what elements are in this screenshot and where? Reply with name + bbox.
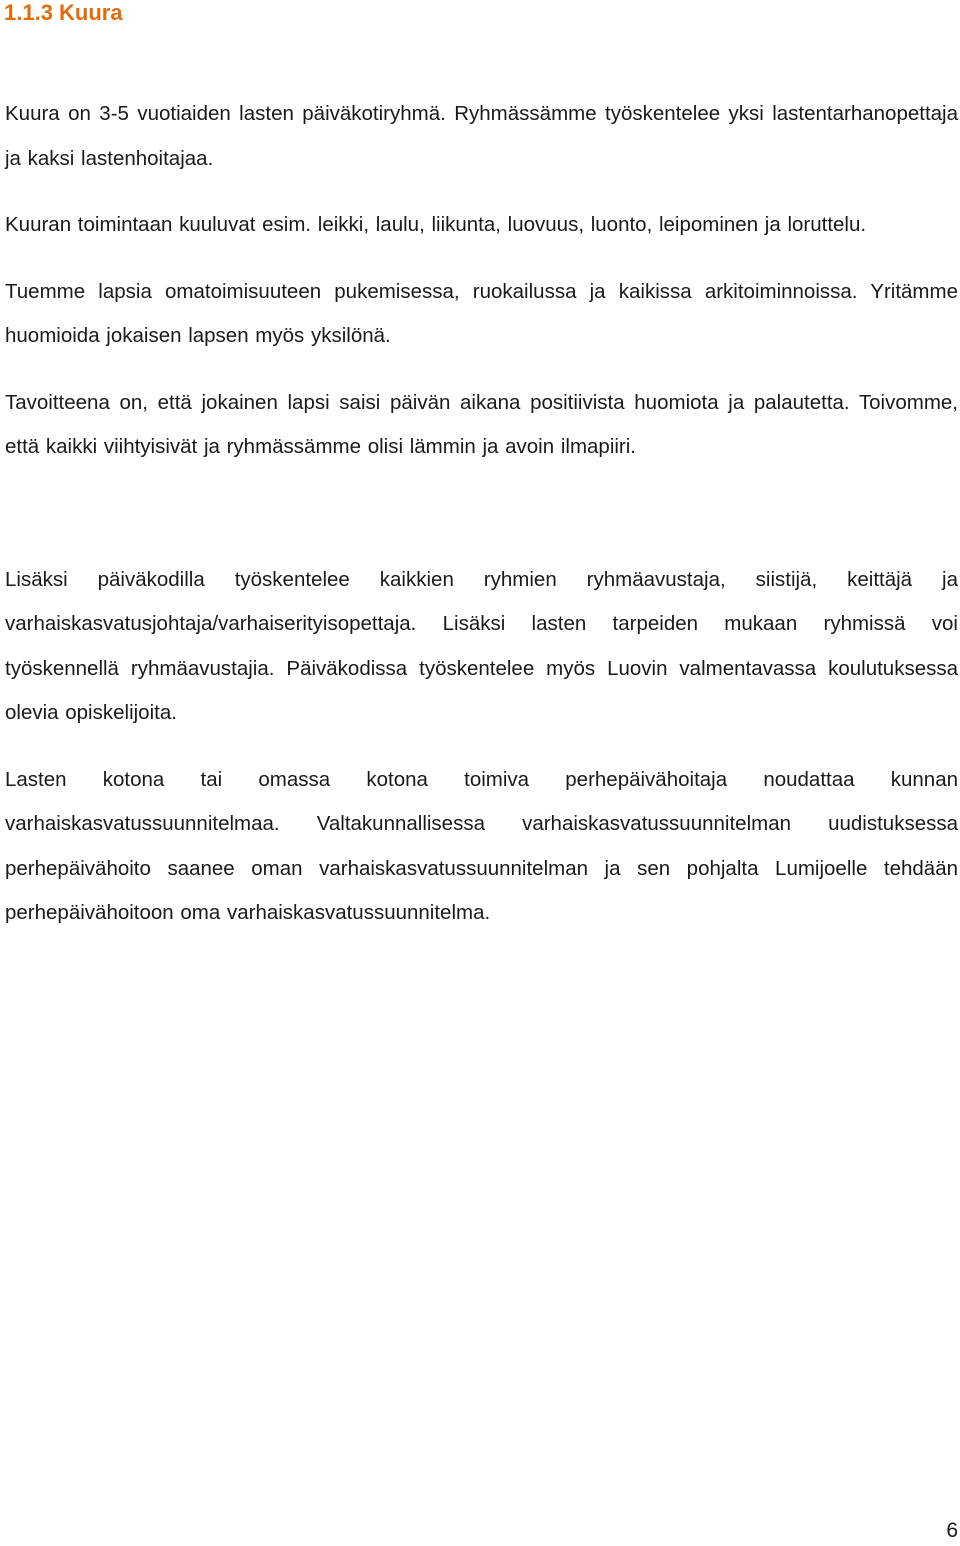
paragraph-staff: Lisäksi päiväkodilla työskentelee kaikkien ryhmien ryhmäavustaja, siistijä, keittäjä ja varhaiskasvatusjohtaja/varhaiserityisopettaja. Lisäksi lasten tarpeiden mukaan ryhmissä voi työskennellä ryhmäavustajia. Päiväkodissa työskentelee myös Luovin valmentavassa koulutuksessa olevia opiskelijoita.	[5, 567, 958, 724]
paragraph-family-daycare: Lasten kotona tai omassa kotona toimiva perhepäivähoitaja noudattaa kunnan varhaiskasvatussuunnitelmaa. Valtakunnallisessa varhaiskasvatussuunnitelman uudistuksessa perhepäivähoito saanee oman varhaiskasvatussuunnitelman ja sen pohjalta Lumijoelle tehdään perhepäivähoitoon oma varhaiskasvatussuunnitelma.	[5, 767, 958, 924]
document-body	[5, 92, 958, 936]
paragraph-support: Tuemme lapsia omatoimisuuteen pukemisessa, ruokailussa ja kaikissa arkitoiminnoissa. Yritämme huomioida jokaisen lapsen myös yksilönä.	[5, 279, 958, 347]
paragraph-activities: Kuuran toimintaan kuuluvat esim. leikki, laulu, liikunta, luovuus, luonto, leipominen ja loruttelu.	[5, 213, 867, 236]
page-number: 6	[946, 1519, 958, 1542]
paragraph-group-description: Kuura on 3-5 vuotiaiden lasten päiväkotiryhmä. Ryhmässämme työskentelee yksi lastentarhanopettaja ja kaksi lastenhoitajaa.	[5, 102, 958, 170]
paragraph-goals: Tavoitteena on, että jokainen lapsi saisi päivän aikana positiivista huomiota ja palautetta. Toivomme, että kaikki viihtyisivät ja ryhmässämme olisi lämmin ja avoin ilmapiiri.	[5, 390, 958, 458]
section-heading: 1.1.3 Kuura	[4, 0, 123, 25]
